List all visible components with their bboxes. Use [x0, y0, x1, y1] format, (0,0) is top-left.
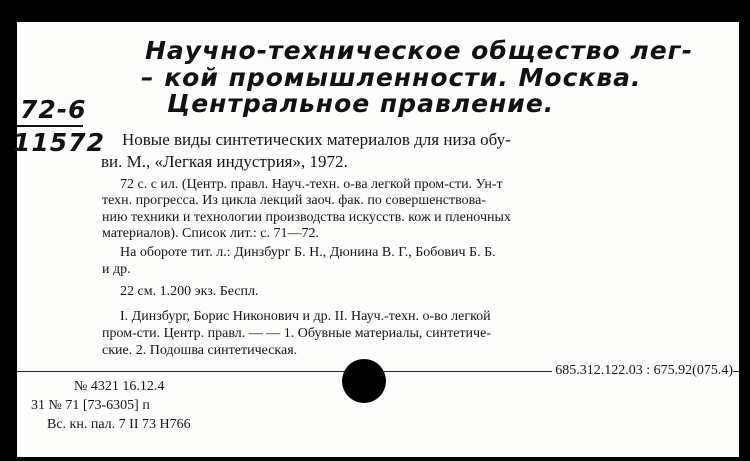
shelfmark-top: 72-6	[20, 95, 87, 124]
title-line-1: Новые виды синтетических материалов для низа обу-	[122, 130, 511, 149]
udc-index: 685.312.122.03 : 675.92(075.4)	[552, 363, 733, 379]
handwritten-line-3: Центральное правление.	[167, 89, 555, 118]
footer-line-2: 31 № 71 [73-6305] п	[31, 398, 150, 413]
tracing-line-2: пром-сти. Центр. правл. — — 1. Обувные материалы, синтетиче-	[102, 326, 491, 341]
description-line-4: материалов). Список лит.: с. 71—72.	[102, 226, 320, 241]
shelfmark-divider	[17, 125, 83, 127]
reverse-line-2: и др.	[102, 262, 131, 277]
description-line-2: техн. прогресса. Из цикла лекций заоч. фак. по совершенствова-	[102, 193, 486, 208]
title-line-2: ви. М., «Легкая индустрия», 1972.	[101, 152, 348, 171]
handwritten-line-1: Научно-техническое общество лег-	[145, 36, 694, 65]
description-line-3: нию техники и технологии производства искусств. кож и пленочных	[102, 210, 511, 225]
tracing-line-1: I. Динзбург, Борис Никонович и др. II. Науч.-техн. о-во легкой	[120, 309, 491, 324]
tracing-line-3: ские. 2. Подошва синтетическая.	[102, 343, 298, 358]
shelfmark-bottom: 11572	[13, 128, 105, 157]
format-line: 22 см. 1.200 экз. Беспл.	[120, 284, 259, 299]
punch-hole	[342, 359, 386, 403]
handwritten-line-2: – кой промышленности. Москва.	[141, 63, 642, 92]
footer-line-1: № 4321 16.12.4	[74, 379, 165, 394]
footer-line-3: Вс. кн. пал. 7 II 73 Н766	[47, 417, 191, 432]
reverse-line-1: На обороте тит. л.: Динзбург Б. Н., Дюнина В. Г., Бобович Б. Б.	[120, 245, 496, 260]
description-line-1: 72 с. с ил. (Центр. правл. Науч.-техн. о-ва легкой пром-сти. Ун-т	[120, 177, 503, 192]
catalog-card	[13, 22, 739, 457]
